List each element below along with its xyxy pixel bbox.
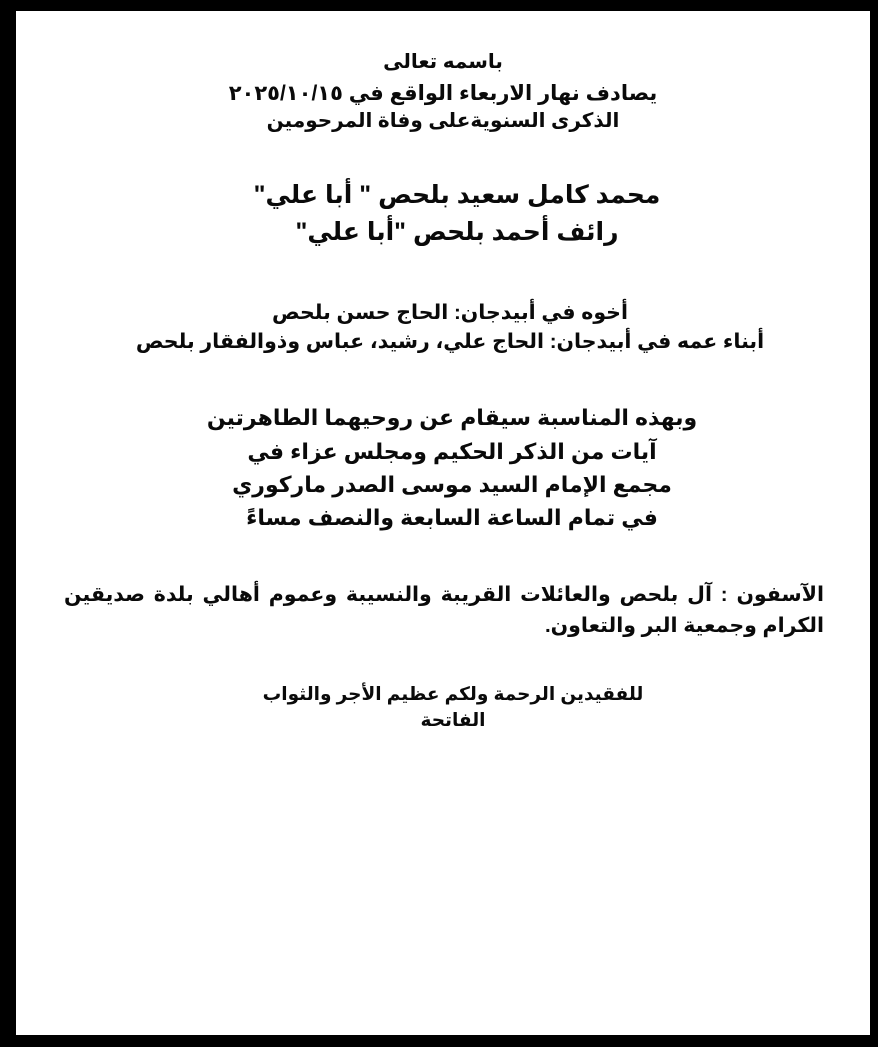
date-line: يصادف نهار الاربعاء الواقع في ٢٠٢٥/١٠/١٥ [228,81,658,105]
relatives-block [56,298,830,357]
deceased-name-1: محمد كامل سعيد بلحص " أبا علي" [253,180,661,209]
closing-block [56,681,830,734]
deceased-names-block [56,177,830,252]
ceremony-details-block [56,401,830,535]
signatories-text: الآسفون : آل بلحص والعائلات القريبة والنسيبة وعموم أهالي بلدة صديقين الكرام وجمعية البر والتعاون. [58,582,824,638]
signatories-block [56,579,830,641]
header-block [56,49,830,135]
closing-condolence-line: للفقيدين الرحمة ولكم عظيم الأجر والثواب [262,683,644,705]
basmala-line: باسمه تعالى [383,51,503,73]
relative-line-brother: أخوه في أبيدجان: الحاج حسن بلحص [272,300,628,324]
memorial-notice-paper [16,11,870,1035]
deceased-name-2: رائف أحمد بلحص "أبا علي" [295,218,619,247]
anniversary-line: الذكرى السنويةعلى وفاة المرحومين [266,109,620,132]
closing-fatiha-line: الفاتحة [420,709,486,731]
relative-line-cousins: أبناء عمه في أبيدجان: الحاج علي، رشيد، عباس وذوالفقار بلحص [135,330,765,354]
ceremony-line-program: آيات من الذكر الحكيم ومجلس عزاء في [247,438,657,464]
ceremony-line-venue: مجمع الإمام السيد موسى الصدر ماركوري [232,472,672,498]
ceremony-line-occasion: وبهذه المناسبة سيقام عن روحيهما الطاهرتين [206,405,698,431]
ceremony-line-time: في تمام الساعة السابعة والنصف مساءً [246,505,658,531]
